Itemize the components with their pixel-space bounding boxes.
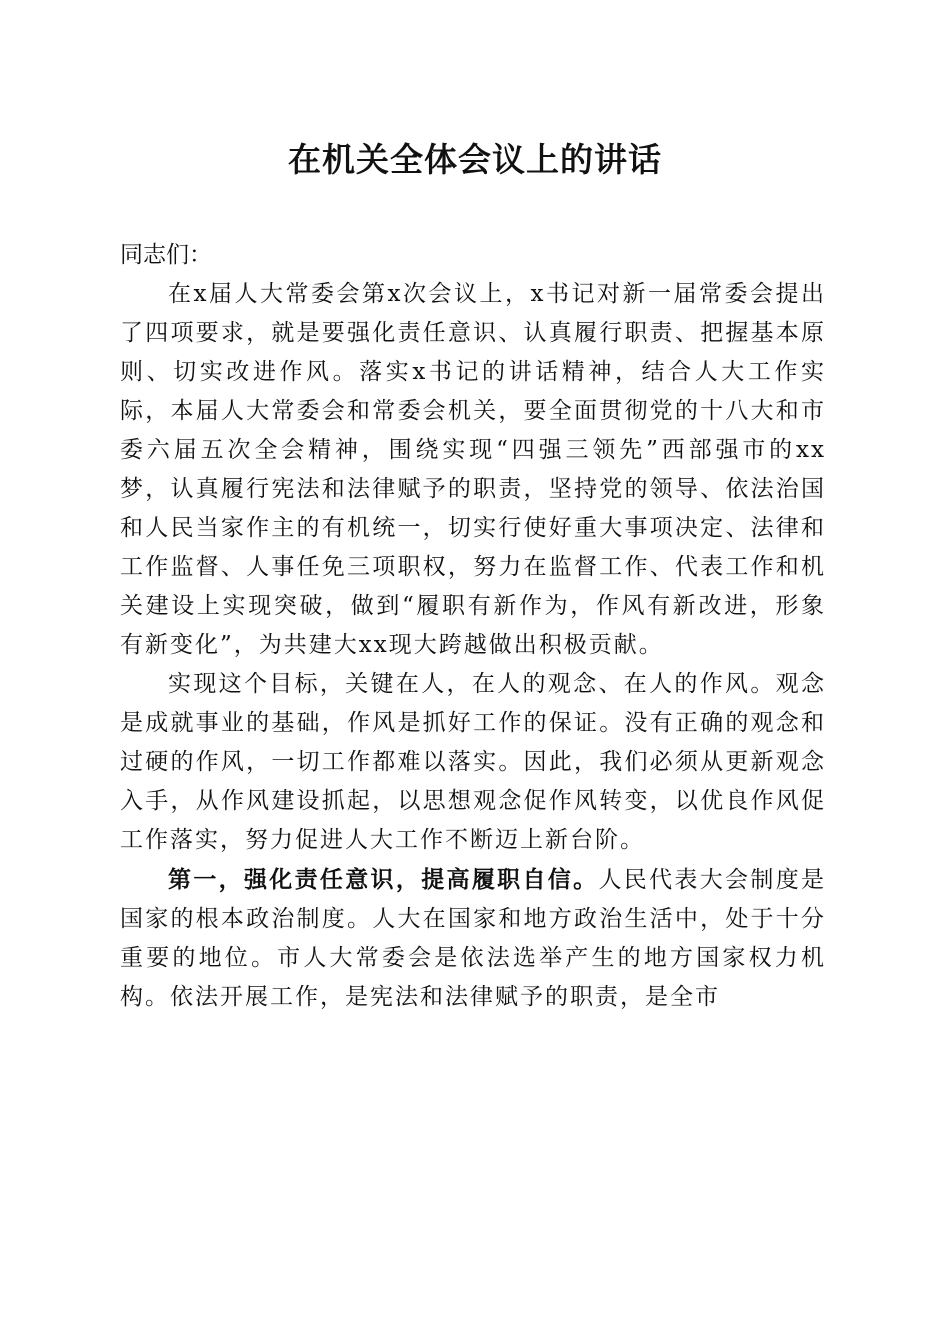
document-body — [120, 236, 826, 1017]
page-title: 在机关全体会议上的讲话 — [288, 140, 662, 179]
paragraph-1 — [120, 275, 826, 665]
paragraph-2 — [120, 665, 826, 860]
salutation: 同志们： — [120, 242, 212, 268]
paragraph-3 — [120, 860, 826, 1017]
paragraph-3-text: 人民代表大会制度是国家的根本政治制度。人大在国家和地方政治生活中，处于十分重要的地位。市人大常委会是依法选举产生的地方国家权力机构。依法开展工作，是宪法和法律赋予的职责，是全市 — [120, 867, 827, 1010]
paragraph-3-lead: 第一，强化责任意识，提高履职自信。 — [168, 866, 599, 893]
paragraph-2-text: 实现这个目标，关键在人，在人的观念、在人的作风。观念是成就事业的基础，作风是抓好工作的保证。没有正确的观念和过硬的作风，一切工作都难以落实。因此，我们必须从更新观念入手，从作风建设抓起，以思想观念促作风转变，以优良作风促工作落实，努力促进人大工作不断迈上新台阶。 — [120, 671, 826, 853]
paragraph-1-text: 在x届人大常委会第x次会议上，x书记对新一届常委会提出了四项要求，就是要强化责任意识、认真履行职责、把握基本原则、切实改进作风。落实x书记的讲话精神，结合人大工作实际，本届人大常委会和常委会机关，要全面贯彻党的十八大和市委六届五次全会精神，围绕实现“四强三领先”西部强市的xx梦，认真履行宪法和法律赋予的职责，坚持党的领导、依法治国和人民当家作主的有机统一，切实行使好重大事项决定、法律和工作监督、人事任免三项职权，努力在监督工作、代表工作和机关建设上实现突破，做到“履职有新作为，作风有新改进，形象有新变化”，为共建大xx现大跨越做出积极贡献。 — [120, 281, 826, 658]
